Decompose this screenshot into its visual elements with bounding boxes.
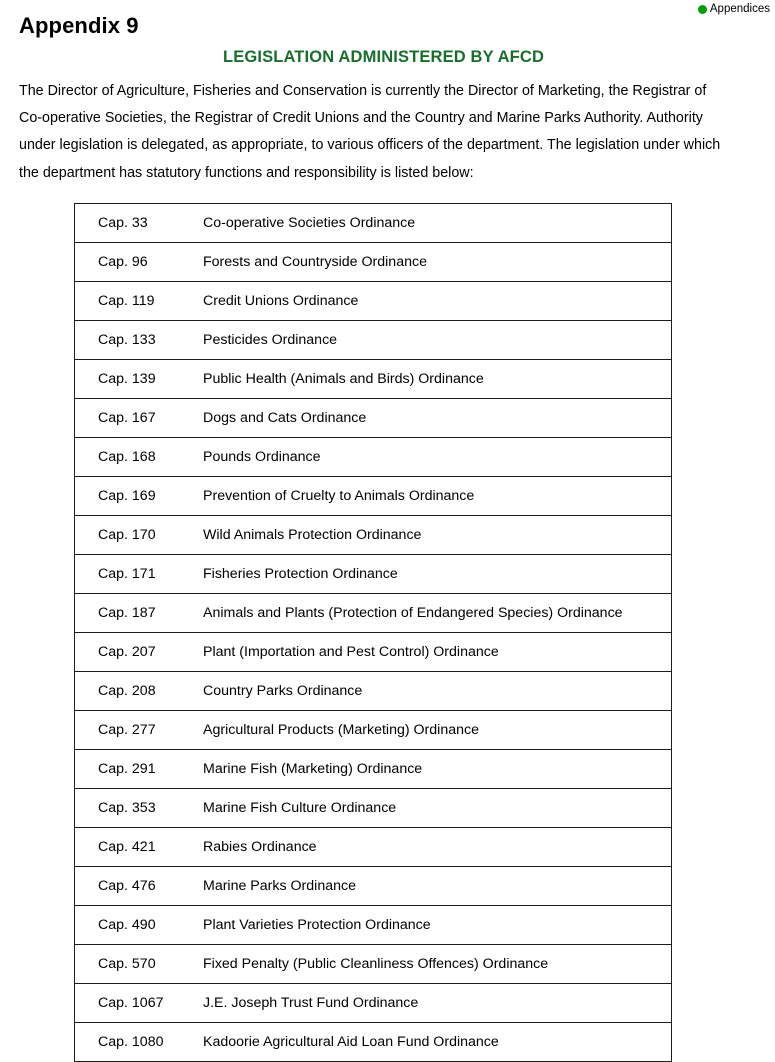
legislation-title-cell: Agricultural Products (Marketing) Ordinance bbox=[203, 711, 671, 750]
green-dot-icon bbox=[698, 5, 707, 14]
table-row bbox=[75, 1023, 671, 1062]
legislation-title-cell: Country Parks Ordinance bbox=[203, 672, 671, 711]
table-row bbox=[75, 399, 671, 438]
legislation-cap-cell: Cap. 96 bbox=[75, 243, 203, 282]
legislation-cap-cell: Cap. 167 bbox=[75, 399, 203, 438]
legislation-cap-cell: Cap. 119 bbox=[75, 282, 203, 321]
table-row bbox=[75, 867, 671, 906]
legislation-cap-cell: Cap. 139 bbox=[75, 360, 203, 399]
legislation-title-cell: Pesticides Ordinance bbox=[203, 321, 671, 360]
legislation-title-cell: Forests and Countryside Ordinance bbox=[203, 243, 671, 282]
legislation-cap-cell: Cap. 291 bbox=[75, 750, 203, 789]
legislation-title-cell: Rabies Ordinance bbox=[203, 828, 671, 867]
table-row bbox=[75, 477, 671, 516]
legislation-title-cell: J.E. Joseph Trust Fund Ordinance bbox=[203, 984, 671, 1023]
legislation-cap-cell: Cap. 353 bbox=[75, 789, 203, 828]
intro-paragraph: The Director of Agriculture, Fisheries and Conservation is currently the Director of Marketing, the Registrar of Co-operative Societies, the Registrar of Credit Unions and the Country and Marine Parks Authority. Authority under legislation is delegated, as appropriate, to various officers of the department. The legislation under which the department has statutory functions and responsibility is listed below: bbox=[19, 83, 721, 181]
legislation-cap-cell: Cap. 421 bbox=[75, 828, 203, 867]
legislation-cap-cell: Cap. 207 bbox=[75, 633, 203, 672]
legislation-cap-cell: Cap. 570 bbox=[75, 945, 203, 984]
legislation-title-cell: Credit Unions Ordinance bbox=[203, 282, 671, 321]
legislation-title-cell: Public Health (Animals and Birds) Ordinance bbox=[203, 360, 671, 399]
table-row bbox=[75, 360, 671, 399]
legislation-title-cell: Dogs and Cats Ordinance bbox=[203, 399, 671, 438]
legislation-cap-cell: Cap. 171 bbox=[75, 555, 203, 594]
legislation-cap-cell: Cap. 208 bbox=[75, 672, 203, 711]
table-row bbox=[75, 321, 671, 360]
legislation-cap-cell: Cap. 277 bbox=[75, 711, 203, 750]
legislation-title-cell: Prevention of Cruelty to Animals Ordinance bbox=[203, 477, 671, 516]
section-marker bbox=[698, 2, 770, 16]
legislation-title-cell: Marine Fish (Marketing) Ordinance bbox=[203, 750, 671, 789]
legislation-title-cell: Marine Fish Culture Ordinance bbox=[203, 789, 671, 828]
legislation-title-cell: Plant (Importation and Pest Control) Ordinance bbox=[203, 633, 671, 672]
legislation-cap-cell: Cap. 490 bbox=[75, 906, 203, 945]
legislation-cap-cell: Cap. 1080 bbox=[75, 1023, 203, 1062]
table-row bbox=[75, 282, 671, 321]
table-row bbox=[75, 204, 671, 243]
table-row bbox=[75, 750, 671, 789]
table-row bbox=[75, 516, 671, 555]
legislation-title-cell: Marine Parks Ordinance bbox=[203, 867, 671, 906]
legislation-cap-cell: Cap. 168 bbox=[75, 438, 203, 477]
legislation-title-cell: Wild Animals Protection Ordinance bbox=[203, 516, 671, 555]
legislation-title-cell: Kadoorie Agricultural Aid Loan Fund Ordinance bbox=[203, 1023, 671, 1062]
legislation-cap-cell: Cap. 33 bbox=[98, 215, 148, 231]
table-row bbox=[75, 438, 671, 477]
legislation-title-cell: Co-operative Societies Ordinance bbox=[203, 215, 416, 231]
legislation-title-cell: Fisheries Protection Ordinance bbox=[203, 555, 671, 594]
legislation-title-cell: Animals and Plants (Protection of Endangered Species) Ordinance bbox=[203, 594, 671, 633]
table-row bbox=[75, 906, 671, 945]
page-title: Appendix 9 bbox=[19, 13, 139, 38]
legislation-title-cell: Plant Varieties Protection Ordinance bbox=[203, 906, 671, 945]
table-row bbox=[75, 633, 671, 672]
table-row bbox=[75, 945, 671, 984]
legislation-title-cell: Fixed Penalty (Public Cleanliness Offences) Ordinance bbox=[203, 945, 671, 984]
table-row bbox=[75, 594, 671, 633]
legislation-cap-cell: Cap. 170 bbox=[75, 516, 203, 555]
legislation-cap-cell: Cap. 169 bbox=[75, 477, 203, 516]
legislation-table-body bbox=[75, 204, 671, 1061]
document-heading: LEGISLATION ADMINISTERED BY AFCD bbox=[222, 48, 545, 66]
legislation-cap-cell: Cap. 1067 bbox=[75, 984, 203, 1023]
legislation-cap-cell: Cap. 476 bbox=[75, 867, 203, 906]
legislation-table bbox=[74, 203, 672, 1062]
table-row bbox=[75, 789, 671, 828]
table-row bbox=[75, 828, 671, 867]
table-row bbox=[75, 555, 671, 594]
table-row bbox=[75, 984, 671, 1023]
section-marker-label: Appendices bbox=[709, 3, 770, 15]
table-row bbox=[75, 711, 671, 750]
table-row bbox=[75, 243, 671, 282]
table-row bbox=[75, 672, 671, 711]
legislation-title-cell: Pounds Ordinance bbox=[203, 438, 671, 477]
legislation-cap-cell: Cap. 133 bbox=[75, 321, 203, 360]
legislation-cap-cell: Cap. 187 bbox=[75, 594, 203, 633]
